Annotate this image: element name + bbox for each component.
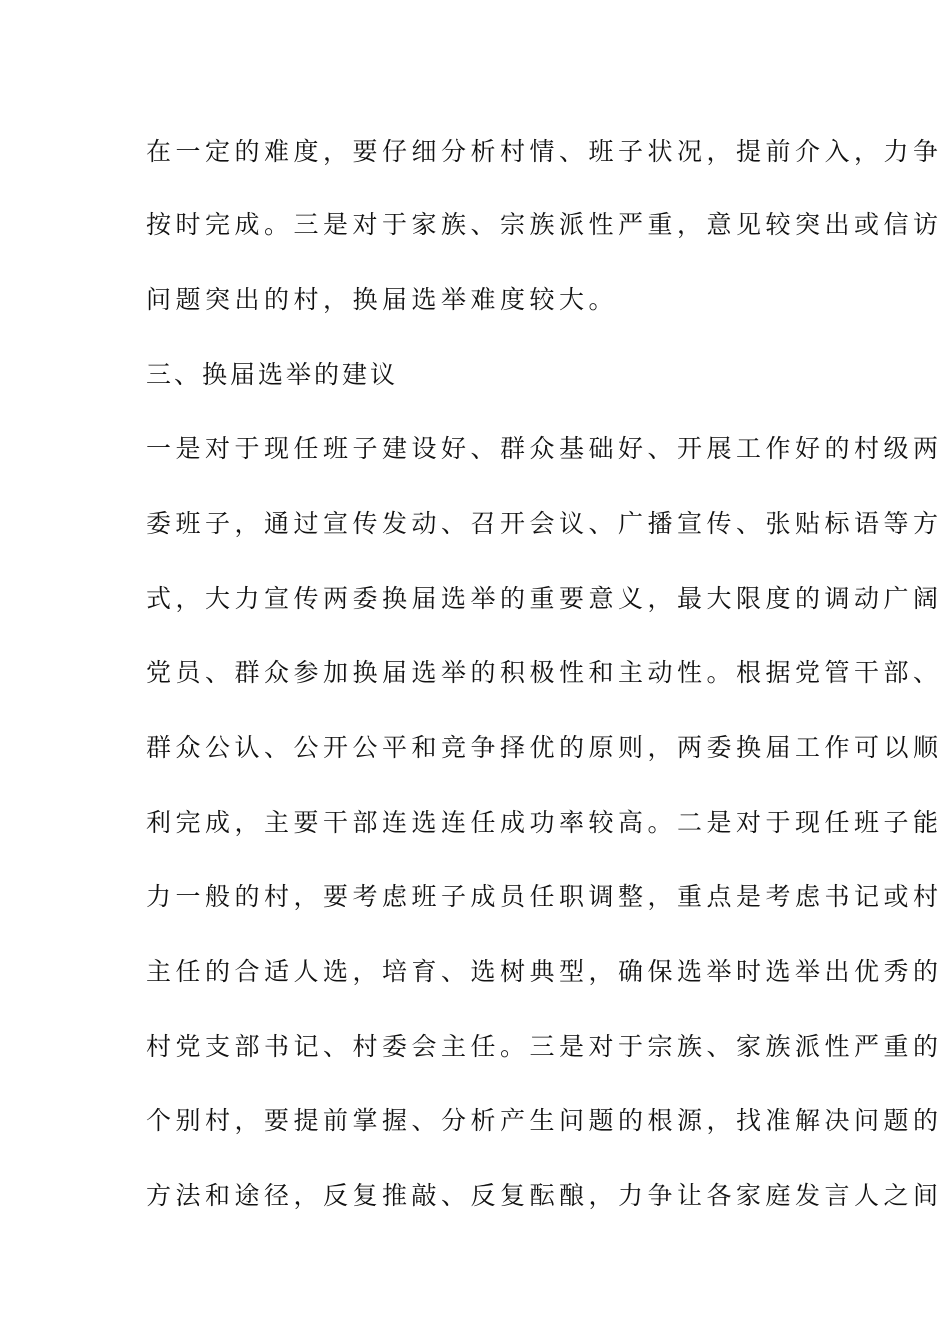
paragraph-line: 按时完成。三是对于家族、宗族派性严重，意见较突出或信访 bbox=[146, 210, 943, 239]
section-heading: 三、换届选举的建议 bbox=[146, 360, 399, 389]
paragraph-line: 个别村，要提前掌握、分析产生问题的根源，找准解决问题的 bbox=[146, 1106, 943, 1135]
paragraph-line: 在一定的难度，要仔细分析村情、班子状况，提前介入，力争 bbox=[146, 137, 943, 166]
paragraph-line: 主任的合适人选，培育、选树典型，确保选举时选举出优秀的 bbox=[146, 957, 943, 986]
paragraph-line: 群众公认、公开公平和竞争择优的原则，两委换届工作可以顺 bbox=[146, 733, 943, 762]
paragraph-line: 力一般的村，要考虑班子成员任职调整，重点是考虑书记或村 bbox=[146, 882, 943, 911]
paragraph-line: 式，大力宣传两委换届选举的重要意义，最大限度的调动广阔 bbox=[146, 584, 943, 613]
paragraph-line: 方法和途径，反复推敲、反复酝酿，力争让各家庭发言人之间 bbox=[146, 1181, 943, 1210]
paragraph-line: 问题突出的村，换届选举难度较大。 bbox=[146, 285, 619, 314]
paragraph-line: 党员、群众参加换届选举的积极性和主动性。根据党管干部、 bbox=[146, 658, 943, 687]
paragraph-line: 委班子，通过宣传发动、召开会议、广播宣传、张贴标语等方 bbox=[146, 509, 943, 538]
paragraph-line: 一是对于现任班子建设好、群众基础好、开展工作好的村级两 bbox=[146, 434, 943, 463]
paragraph-line: 利完成，主要干部连选连任成功率较高。二是对于现任班子能 bbox=[146, 808, 943, 837]
paragraph-line: 村党支部书记、村委会主任。三是对于宗族、家族派性严重的 bbox=[146, 1032, 943, 1061]
